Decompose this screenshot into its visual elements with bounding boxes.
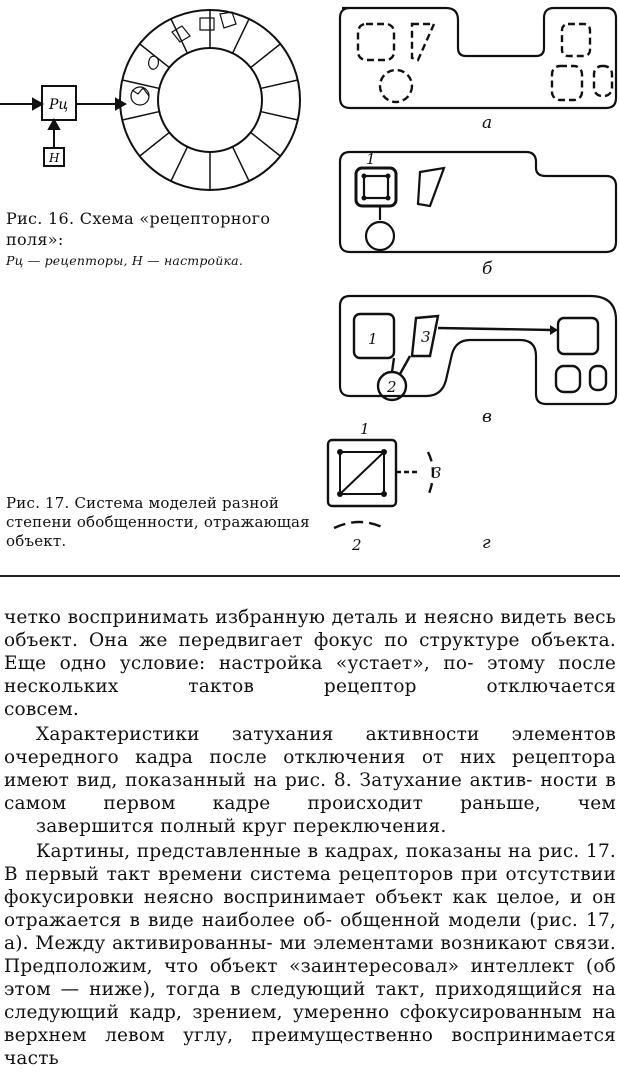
p3-line-6: ми элементами возникают связи. Предположим, что (4, 933, 616, 977)
wheel-spoke (171, 19, 187, 53)
body-text (4, 606, 616, 1070)
p1-line-3: объекта. Еще одно условие: настройка «устает», по- (4, 630, 616, 674)
figure-16-receptor-field (0, 0, 320, 210)
p3-line-8: тогда в следующий такт, приходящийся на следующий (4, 979, 616, 1023)
p3-line-4: объект как целое, и он отражается в виде наиболее об- (4, 887, 616, 931)
paragraph-3 (4, 840, 616, 1070)
p3-line-3: при отсутствии фокусировки неясно воспринимает (4, 864, 616, 908)
panel-b-label: б (482, 259, 493, 279)
p2-line-1: Характеристики затухания активности элементов (36, 724, 616, 745)
figure-17-models (320, 0, 620, 560)
paragraph-1 (4, 606, 616, 721)
wheel-spoke (261, 80, 298, 88)
panel-g-label: г (482, 533, 491, 553)
p2-line-2: очередного кадра после отключения от них рецептора (4, 747, 616, 768)
wheel-spoke (233, 147, 249, 181)
p2-line-4: ности в самом первом кадре происходит раньше, чем (4, 770, 616, 814)
panel-v-number-3: 3 (421, 328, 431, 346)
panel-b-number-1: 1 (366, 150, 376, 168)
panel-v-label: в (482, 407, 492, 427)
panel-v-number-2: 2 (387, 378, 397, 396)
p2-line-3: имеют вид, показанный на рис. 8. Затухание актив- (4, 770, 533, 791)
p3-line-9: кадр, зрением, умеренно сфокусированным на верхнем (4, 1002, 616, 1046)
receptor-block-label: Рц (49, 97, 69, 113)
p3-line-7: объект «заинтересовал» интеллект (об этом — ниже), (4, 956, 616, 1000)
tuning-block-label: Н (49, 151, 60, 165)
paragraph-2 (4, 723, 616, 838)
figure-16-caption (6, 208, 318, 271)
wheel-spoke (122, 112, 159, 120)
panel-a-label: а (482, 113, 493, 133)
p1-line-2: весь объект. Она же передвигает фокус по структуре (4, 607, 616, 651)
figure-16-caption-key: Рц — рецепторы, Н — настройка. (6, 253, 244, 268)
p3-line-10: левом углу, преимущественно воспринимается часть (4, 1025, 616, 1069)
p3-line-5: общенной модели (рис. 17, а). Между активированны- (4, 910, 616, 954)
wheel-spoke (261, 112, 298, 120)
panel-v-number-1: 1 (368, 330, 378, 348)
wheel-spoke (251, 132, 281, 156)
wheel-spoke (140, 132, 170, 156)
figure-17-caption: Рис. 17. Система моделей разной степени обобщенности, отражающая объект. (6, 494, 310, 550)
p1-line-5: совсем. (4, 699, 79, 720)
figure-16-caption-title: Рис. 16. Схема «рецепторного поля»: (6, 209, 271, 249)
p3-line-2: рис. 17. В первый такт времени система рецепторов (4, 841, 617, 885)
section-divider (0, 575, 620, 577)
panel-g-number-1: 1 (360, 420, 370, 438)
p2-line-5: завершится полный круг переключения. (36, 816, 447, 837)
p1-line-1: четко воспринимать избранную деталь и неясно видеть (4, 607, 567, 628)
wheel-spoke (251, 44, 281, 68)
p1-line-4: этому после нескольких тактов рецептор отключается (4, 653, 616, 697)
p3-line-1: Картины, представленные в кадрах, показаны на (36, 841, 532, 862)
panel-g-number-3: 3 (432, 464, 442, 482)
panel-g-number-2: 2 (352, 536, 362, 554)
wheel-spoke (171, 147, 187, 181)
